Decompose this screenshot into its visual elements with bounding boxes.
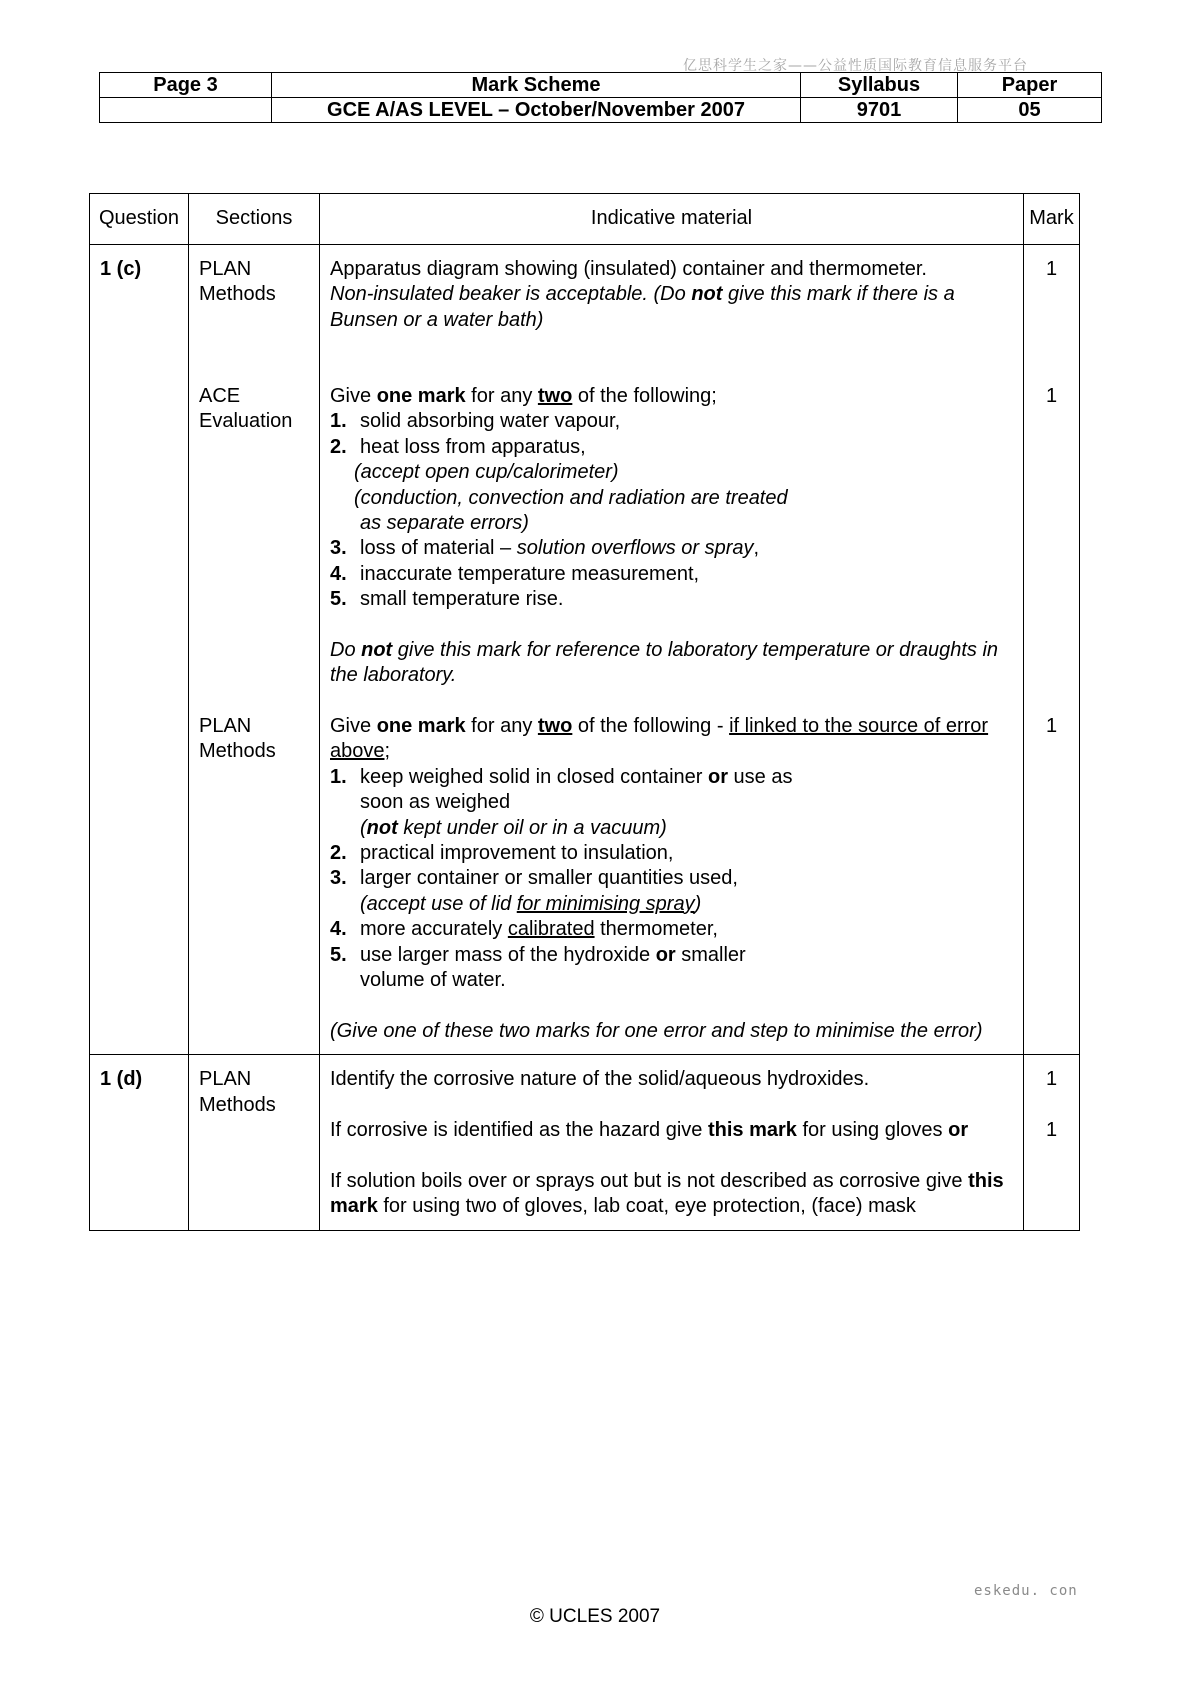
mark-value: 1 bbox=[1045, 1068, 1058, 1091]
col-mark: Mark bbox=[1024, 194, 1080, 245]
list-item: 4. more accurately calibrated thermometer, bbox=[330, 918, 718, 941]
list-item: 1. keep weighed solid in closed container or use as bbox=[330, 765, 793, 788]
material-text: Give one mark for any two of the following; bbox=[330, 385, 717, 407]
mark-value: 1 bbox=[1045, 1119, 1058, 1142]
sections-cell bbox=[189, 1055, 320, 1230]
header-empty-cell bbox=[100, 98, 272, 123]
page-number: Page 3 bbox=[100, 73, 272, 98]
material-text: Apparatus diagram showing (insulated) container and thermometer. bbox=[330, 258, 927, 280]
improvement-list bbox=[330, 765, 1013, 994]
paper-label: Paper bbox=[958, 73, 1102, 98]
mark-scheme-table bbox=[89, 193, 1080, 1231]
watermark-top: 亿思科学生之家——公益性质国际教育信息服务平台 bbox=[683, 58, 1028, 74]
material-block bbox=[330, 714, 1013, 1044]
list-item: 1. solid absorbing water vapour, bbox=[330, 410, 621, 433]
sections-cell bbox=[189, 245, 320, 1055]
material-text: Give one mark for any two of the following - if linked to the source of error above; bbox=[330, 715, 989, 763]
question-cell bbox=[90, 1055, 189, 1230]
list-item: 5. use larger mass of the hydroxide or smaller bbox=[330, 943, 746, 966]
list-item: 4. inaccurate temperature measurement, bbox=[330, 562, 700, 585]
material-cell bbox=[320, 1055, 1024, 1230]
mark-value: 1 bbox=[1045, 715, 1058, 737]
list-continuation: volume of water. bbox=[360, 969, 506, 992]
col-sections: Sections bbox=[189, 194, 320, 245]
syllabus-code: 9701 bbox=[801, 98, 958, 123]
list-subnote: (not kept under oil or in a vacuum) bbox=[360, 816, 667, 839]
syllabus-label: Syllabus bbox=[801, 73, 958, 98]
col-question: Question bbox=[90, 194, 189, 245]
section-label: PLAN Methods bbox=[199, 258, 276, 306]
material-note: (Give one of these two marks for one error and step to minimise the error) bbox=[330, 1019, 983, 1042]
material-note: Do not give this mark for reference to laboratory temperature or draughts in the laboratory. bbox=[330, 639, 999, 687]
table-row-1c bbox=[90, 245, 1080, 1055]
mark-cell bbox=[1024, 1055, 1080, 1230]
question-cell bbox=[90, 245, 189, 1055]
table-row-1d bbox=[90, 1055, 1080, 1230]
list-item: 3. larger container or smaller quantities used, bbox=[330, 867, 738, 890]
material-text: Identify the corrosive nature of the solid/aqueous hydroxides. bbox=[330, 1068, 870, 1091]
footer-copyright: © UCLES 2007 bbox=[529, 1606, 661, 1627]
doc-title: Mark Scheme bbox=[272, 73, 801, 98]
list-item: 2. heat loss from apparatus, bbox=[330, 435, 586, 458]
section-label: PLAN Methods bbox=[199, 1068, 276, 1116]
list-item: 2. practical improvement to insulation, bbox=[330, 842, 674, 865]
list-subnote: (conduction, convection and radiation are treated bbox=[354, 486, 788, 509]
material-block bbox=[330, 384, 1013, 714]
col-material: Indicative material bbox=[320, 194, 1024, 245]
header-table bbox=[99, 72, 1102, 123]
doc-subtitle: GCE A/AS LEVEL – October/November 2007 bbox=[272, 98, 801, 123]
paper-number: 05 bbox=[958, 98, 1102, 123]
material-cell bbox=[320, 245, 1024, 1055]
question-number: 1 (d) bbox=[100, 1068, 143, 1091]
list-item: 3. loss of material – solution overflows or spray, bbox=[330, 537, 760, 560]
list-item: 5. small temperature rise. bbox=[330, 588, 564, 611]
question-number: 1 (c) bbox=[100, 258, 142, 280]
list-subnote: (accept use of lid for minimising spray) bbox=[360, 892, 702, 915]
list-subnote: as separate errors) bbox=[360, 512, 529, 535]
section-label: ACE Evaluation bbox=[199, 385, 293, 433]
mark-cell bbox=[1024, 245, 1080, 1055]
list-subnote: (accept open cup/calorimeter) bbox=[354, 461, 619, 484]
mark-value: 1 bbox=[1045, 385, 1058, 407]
error-list bbox=[330, 409, 1013, 612]
section-label: PLAN Methods bbox=[199, 715, 276, 763]
watermark-bottom: eskedu. con bbox=[974, 1583, 1078, 1599]
list-continuation: soon as weighed bbox=[360, 791, 511, 814]
material-note: Non-insulated beaker is acceptable. (Do not give this mark if there is a Bunsen or a water bath) bbox=[330, 283, 955, 331]
mark-value: 1 bbox=[1045, 258, 1058, 280]
table-header-row bbox=[90, 194, 1080, 245]
material-text: If solution boils over or sprays out but is not described as corrosive give this mark for using two of gloves, lab coat, eye protection, (face) mask bbox=[330, 1169, 1004, 1218]
material-text: If corrosive is identified as the hazard give this mark for using gloves or bbox=[330, 1119, 969, 1142]
material-block bbox=[330, 257, 1013, 384]
